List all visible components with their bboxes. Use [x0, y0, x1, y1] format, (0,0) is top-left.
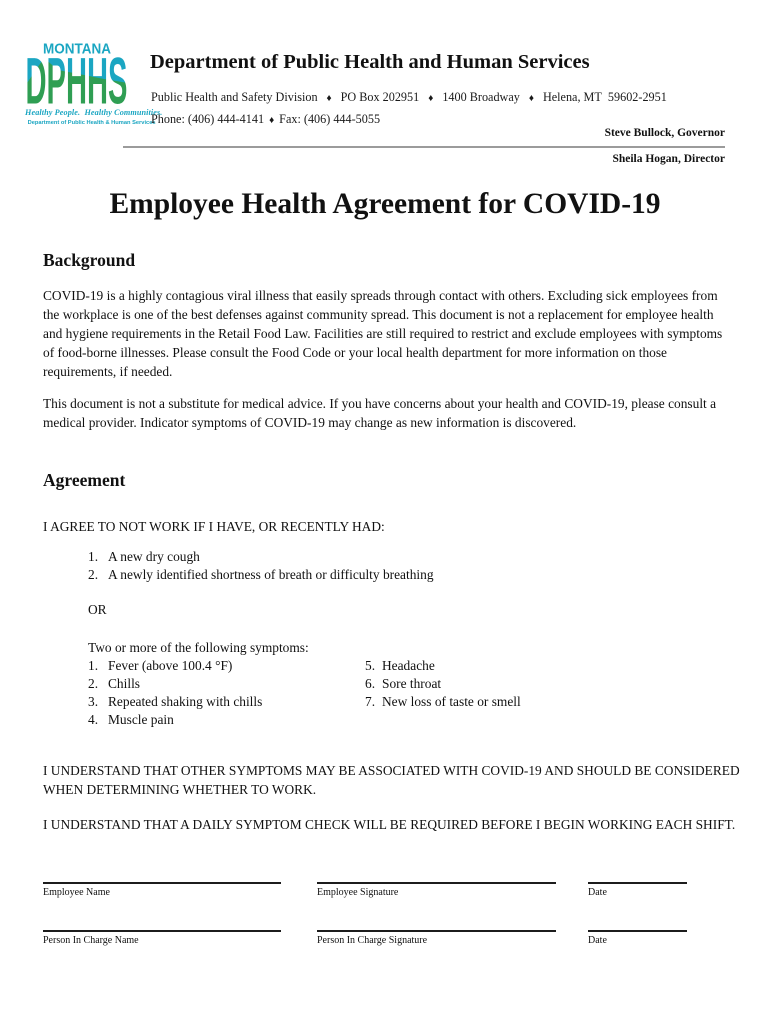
logo-subtext: Department of Public Health & Human Services — [27, 120, 156, 126]
employee-date-field[interactable] — [588, 882, 687, 898]
understand-statement-1: I UNDERSTAND THAT OTHER SYMPTOMS MAY BE ASSOCIATED WITH COVID-19 AND SHOULD BE CONSIDERED WHEN DETERMINING WHETHER TO WORK. — [43, 763, 740, 797]
pic-date-field[interactable] — [588, 930, 687, 946]
phone-fax-line — [151, 112, 380, 127]
list-number: 2. — [88, 567, 99, 582]
pic-signature-field[interactable] — [317, 930, 556, 946]
field-label: Employee Name — [43, 887, 110, 898]
background-paragraph-2: This document is not a substitute for medical advice. If you have concerns about your health and COVID-19, please consult a medical provider. Indicator symptoms of COVID-19 may change as new information is discovered. — [43, 396, 717, 430]
header-divider — [123, 146, 725, 148]
svg-text:MONTANA: MONTANA — [42, 42, 111, 55]
list-text: Sore throat — [382, 676, 442, 691]
list-text: A newly identified shortness of breath or difficulty breathing — [108, 567, 434, 582]
list-number: 5. — [365, 658, 376, 673]
department-name: Department of Public Health and Human Services — [150, 51, 590, 73]
list-text: Muscle pain — [108, 712, 174, 727]
list-number: 7. — [365, 694, 376, 709]
list-number: 1. — [88, 549, 99, 564]
document-title: Employee Health Agreement for COVID-19 — [109, 188, 661, 220]
list-number: 6. — [365, 676, 376, 691]
field-label: Date — [588, 887, 607, 898]
list-item — [88, 548, 434, 566]
signature-line[interactable] — [588, 930, 687, 932]
list-item — [365, 657, 521, 675]
agree-statement: I AGREE TO NOT WORK IF I HAVE, OR RECENTLY HAD: — [43, 519, 385, 534]
fax-number: Fax: (406) 444-5055 — [279, 112, 381, 126]
list-number: 2. — [88, 676, 99, 691]
field-label: Person In Charge Name — [43, 935, 139, 946]
director-name: Sheila Hogan, Director — [612, 153, 725, 165]
list-number: 3. — [88, 694, 99, 709]
list-item — [365, 693, 521, 711]
understand-statement-2: I UNDERSTAND THAT A DAILY SYMPTOM CHECK WILL BE REQUIRED BEFORE I BEGIN WORKING EACH SHIFT. — [43, 817, 736, 832]
list-text: A new dry cough — [108, 549, 200, 564]
division-name: Public Health and Safety Division — [151, 90, 318, 104]
diamond-separator: ♦ — [528, 93, 534, 104]
list-item — [88, 693, 262, 711]
list-item — [88, 711, 262, 729]
secondary-symptoms-intro: Two or more of the following symptoms: — [88, 640, 309, 655]
governor-name: Steve Bullock, Governor — [604, 127, 725, 139]
list-item — [88, 675, 262, 693]
list-item — [88, 566, 434, 584]
list-text: Headache — [382, 658, 435, 673]
section-heading-agreement: Agreement — [43, 470, 126, 490]
street-address: 1400 Broadway — [442, 90, 520, 104]
phone-number: Phone: (406) 444-4141 — [151, 112, 265, 126]
list-text: Chills — [108, 676, 140, 691]
logo-tagline: Healthy People. Healthy Communities. — [25, 108, 163, 117]
dphhs-acronym-graphic — [25, 55, 128, 105]
diamond-separator: ♦ — [326, 93, 332, 104]
primary-symptom-list — [88, 548, 434, 584]
pic-name-field[interactable] — [43, 930, 281, 946]
diamond-separator: ♦ — [428, 93, 434, 104]
po-box: PO Box 202951 — [340, 90, 420, 104]
list-text: New loss of taste or smell — [382, 694, 521, 709]
field-label: Person In Charge Signature — [317, 935, 428, 946]
city-state-zip: Helena, MT 59602-2951 — [542, 90, 667, 104]
symptom-list-right — [365, 657, 521, 711]
employee-signature-field[interactable] — [317, 882, 556, 898]
list-number: 1. — [88, 658, 99, 673]
list-text: Fever (above 100.4 °F) — [108, 658, 233, 673]
montana-wordmark — [42, 42, 112, 55]
list-item — [365, 675, 521, 693]
list-item — [88, 657, 262, 675]
signature-line[interactable] — [317, 882, 556, 884]
list-number: 4. — [88, 712, 99, 727]
field-label: Date — [588, 935, 607, 946]
section-heading-background: Background — [43, 250, 136, 270]
signature-line[interactable] — [317, 930, 556, 932]
symptom-list-left — [88, 657, 262, 729]
division-address-line — [151, 90, 667, 105]
field-label: Employee Signature — [317, 887, 399, 898]
signature-line[interactable] — [588, 882, 687, 884]
signature-line[interactable] — [43, 882, 281, 884]
background-paragraph-1: COVID-19 is a highly contagious viral illness that easily spreads through contact with others. Excluding sick employees from the workplace is one of the best defenses against community spread. This document is not a replacement for employee health and hygiene requirements in the Retail Food Law. Facilities are still required to restrict and exclude employees with symptoms of food-borne illnesses. Please consult the Food Code or your local health department for more information on those requirements, if needed. — [43, 288, 723, 379]
list-text: Repeated shaking with chills — [108, 694, 263, 709]
employee-name-field[interactable] — [43, 882, 281, 898]
or-label: OR — [88, 602, 107, 617]
diamond-separator: ♦ — [269, 115, 275, 126]
signature-line[interactable] — [43, 930, 281, 932]
dphhs-logo — [25, 42, 163, 126]
